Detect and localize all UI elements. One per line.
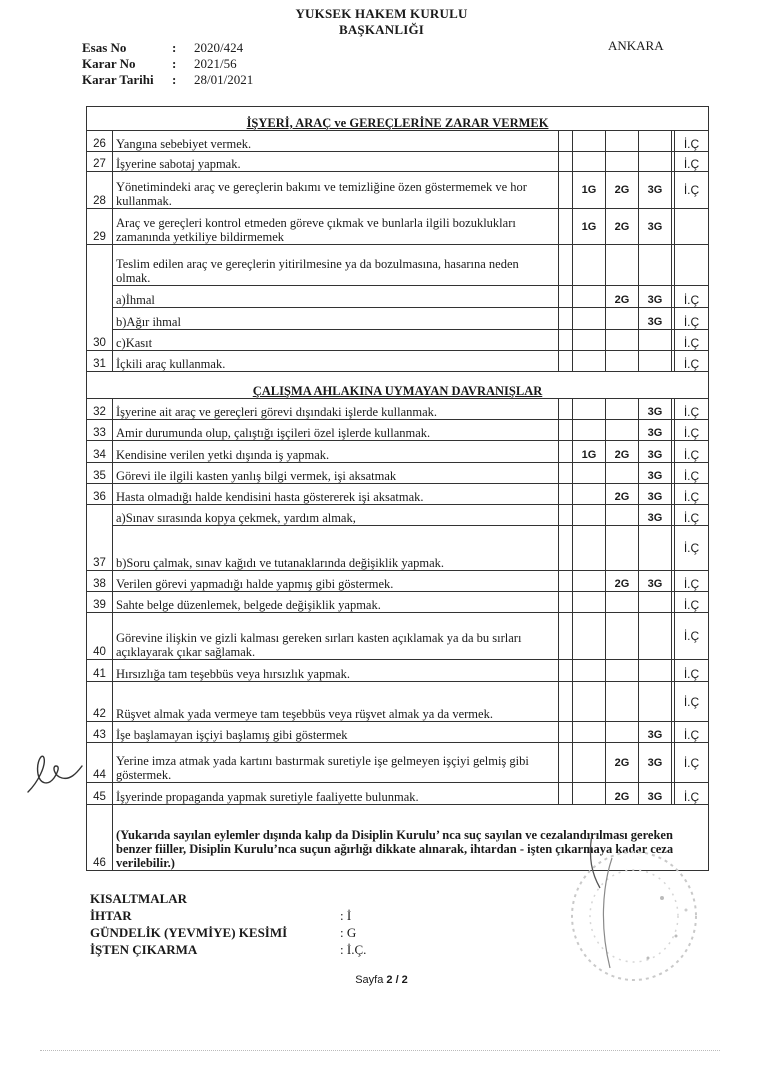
org-subtitle: BAŞKANLIĞI [338, 22, 425, 37]
meta-karar-no: Karar No : 2021/56 [82, 56, 237, 71]
abbr-item: GÜNDELİK (YEVMİYE) KESİMİ : G [90, 925, 357, 940]
table-row: 35 Görevi ile ilgili kasten yanlış bilgi vermek, işi aksatmak 3G İ.Ç [87, 463, 709, 484]
table-row: 40 Görevine ilişkin ve gizli kalması gereken sırları kasten açıklamak ya da bu sırları açıklayarak çıkar sağlamak. İ.Ç [87, 613, 709, 660]
abbreviations-title: KISALTMALAR [90, 891, 188, 906]
city-label: ANKARA [608, 38, 664, 53]
abbr-item: İHTAR : İ [90, 908, 352, 923]
org-name: YUKSEK HAKEM KURULU [295, 6, 468, 21]
table-row: 43 İşe başlamayan işçiyi başlamış gibi göstermek 3G İ.Ç [87, 722, 709, 743]
table-row: a)İhmal 2G 3G İ.Ç [87, 286, 709, 308]
table-row: 31 İçkili araç kullanmak. İ.Ç [87, 351, 709, 372]
meta-esas-no: Esas No : 2020/424 [82, 40, 244, 55]
table-row: 39 Sahte belge düzenlemek, belgede değişiklik yapmak. İ.Ç [87, 592, 709, 613]
abbreviations [90, 890, 366, 958]
table-row: 45 İşyerinde propaganda yapmak suretiyle faaliyette bulunmak. 2G 3G İ.Ç [87, 783, 709, 805]
case-meta [82, 40, 253, 88]
page-number: Sayfa 2 / 2 [355, 974, 408, 986]
document-header [0, 6, 763, 38]
table-row: 29 Araç ve gereçleri kontrol etmeden göreve çıkmak ve bunlarla ilgili bozuklukları zamanında yetkiliye bildirmemek 1G 2G 3G [87, 209, 709, 245]
table-row: 36 Hasta olmadığı halde kendisini hasta göstererek işi aksatmak. 2G 3G İ.Ç [87, 484, 709, 505]
table-row: 32 İşyerine ait araç ve gereçleri görevi dışındaki işlerde kullanmak. 3G İ.Ç [87, 399, 709, 420]
scan-edge [40, 1050, 720, 1051]
stamp-icon [552, 838, 722, 988]
discipline-table [86, 106, 709, 871]
table-row: b)Ağır ihmal 3G İ.Ç [87, 308, 709, 330]
table-row: c)Kasıt İ.Ç [87, 330, 709, 351]
table-row: 33 Amir durumunda olup, çalıştığı işçileri özel işlerde kullanmak. 3G İ.Ç [87, 420, 709, 441]
table-row: 34 Kendisine verilen yetki dışında iş yapmak. 1G 2G 3G İ.Ç [87, 441, 709, 463]
abbr-item: İŞTEN ÇIKARMA : İ.Ç. [90, 942, 367, 957]
table-row: 37 a)Sınav sırasında kopya çekmek, yardım almak, 3G İ.Ç [87, 505, 709, 526]
table-row: 42 Rüşvet almak yada vermeye tam teşebbüs veya rüşvet almak ya da vermek. İ.Ç [87, 682, 709, 722]
table-row: 30 Teslim edilen araç ve gereçlerin yitirilmesine ya da bozulmasına, hasarına neden olmak. [87, 245, 709, 286]
table-row: 38 Verilen görevi yapmadığı halde yapmış gibi göstermek. 2G 3G İ.Ç [87, 571, 709, 592]
table-row: b)Soru çalmak, sınav kağıdı ve tutanaklarında değişiklik yapmak. İ.Ç [87, 526, 709, 571]
table-row: 28 Yönetimindeki araç ve gereçlerin bakımı ve temizliğine özen göstermemek ve hor kullanmak. 1G 2G 3G İ.Ç [87, 172, 709, 209]
meta-karar-tarihi: Karar Tarihi : 28/01/2021 [82, 72, 254, 87]
table-row: 46 (Yukarıda sayılan eylemler dışında kalıp da Disiplin Kurulu’ nca suç sayılan ve cezalandırılması gereken benzer fiiller, Disiplin Kurulu’nca suçun ağırlığı dikkate alınarak, ihtardan - işten çıkarmaya kadar ceza verilebilir.) [87, 805, 709, 871]
signature-icon [24, 752, 86, 798]
table-row: 26 Yangına sebebiyet vermek. İ.Ç [87, 131, 709, 152]
table-row: 27 İşyerine sabotaj yapmak. İ.Ç [87, 152, 709, 172]
section-header-1: İŞYERİ, ARAÇ ve GEREÇLERİNE ZARAR VERMEK [87, 107, 709, 131]
table-row: 44 Yerine imza atmak yada kartını bastırmak suretiyle işe gelmeyen işçiyi gelmiş gibi göstermek. 2G 3G İ.Ç [87, 743, 709, 783]
table-row: 41 Hırsızlığa tam teşebbüs veya hırsızlık yapmak. İ.Ç [87, 660, 709, 682]
section-header-2: ÇALIŞMA AHLAKINA UYMAYAN DAVRANIŞLAR [87, 372, 709, 399]
